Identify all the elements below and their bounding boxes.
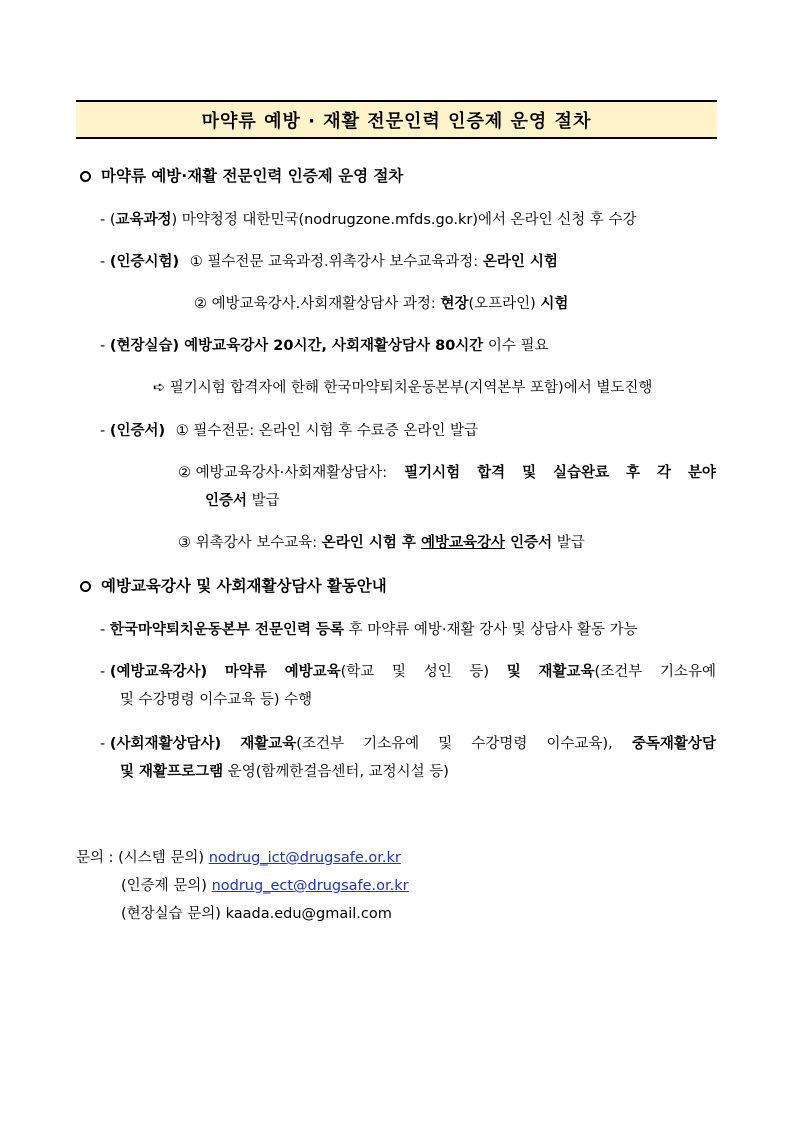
field-practice-item: - (현장실습) 예방교육강사 20시간, 사회재활상담사 80시간 이수 필요 <box>100 338 549 354</box>
field-practice-note: ➪ 필기시험 합격자에 한해 한국마약퇴치운동본부(지역본부 포함)에서 별도진행 <box>153 380 653 396</box>
instructor-item: - (예방교육강사) 마약류 예방교육(학교 및 성인 등) 및 재활교육(조건부 기소유예 <box>100 664 716 680</box>
counselor-item: - (사회재활상담사) 재활교육(조건부 기소유예 및 수강명령 이수교육), 중독재활상담 <box>100 736 716 752</box>
cert-exam-item-2: ② 예방교육강사.사회재활상담사 과정: 현장(오프라인) 시험 <box>194 296 569 312</box>
registration-item: - 한국마약퇴치운동본부 전문인력 등록 후 마약류 예방·재활 강사 및 상담사 활동 가능 <box>100 622 638 638</box>
edu-course-item: - (교육과정) 마약청정 대한민국(nodrugzone.mfds.go.kr)에서 온라인 신청 후 수강 <box>100 212 637 228</box>
page-title: 마약류 예방 · 재활 전문인력 인증제 운영 절차 <box>201 110 592 132</box>
contact-system: 문의 : (시스템 문의) nodrug_ict@drugsafe.or.kr <box>76 850 401 866</box>
section2-heading: 예방교육강사 및 사회재활상담사 활동안내 <box>80 576 387 596</box>
circle-bullet-icon <box>80 171 91 182</box>
certificate-item-2-cont: 인증서 발급 <box>205 493 280 509</box>
contact-practice: (현장실습 문의) kaada.edu@gmail.com <box>121 906 392 922</box>
certificate-item-2: ② 예방교육강사·사회재활상담사: 필기시험 합격 및 실습완료 후 각 분야 <box>178 465 716 481</box>
counselor-item-cont: 및 재활프로그램 운영(함께한걸음센터, 교정시설 등) <box>120 764 449 780</box>
section1-heading: 마약류 예방·재활 전문인력 인증제 운영 절차 <box>80 166 403 186</box>
certificate-item-3: ③ 위촉강사 보수교육: 온라인 시험 후 예방교육강사 인증서 발급 <box>178 535 585 551</box>
system-email-link[interactable]: nodrug_ict@drugsafe.or.kr <box>208 850 401 866</box>
arrow-icon: ➪ <box>153 380 166 396</box>
cert-email-link[interactable]: nodrug_ect@drugsafe.or.kr <box>211 878 409 894</box>
practice-email: kaada.edu@gmail.com <box>225 906 392 922</box>
circle-bullet-icon <box>80 581 91 592</box>
contact-cert: (인증제 문의) nodrug_ect@drugsafe.or.kr <box>121 878 409 894</box>
certificate-item: - (인증서) ① 필수전문: 온라인 시험 후 수료증 온라인 발급 <box>100 423 479 439</box>
title-banner <box>76 100 717 139</box>
cert-exam-item: - (인증시험) ① 필수전문 교육과정.위촉강사 보수교육과정: 온라인 시험 <box>100 254 558 270</box>
instructor-item-cont: 및 수강명령 이수교육 등) 수행 <box>120 692 313 708</box>
